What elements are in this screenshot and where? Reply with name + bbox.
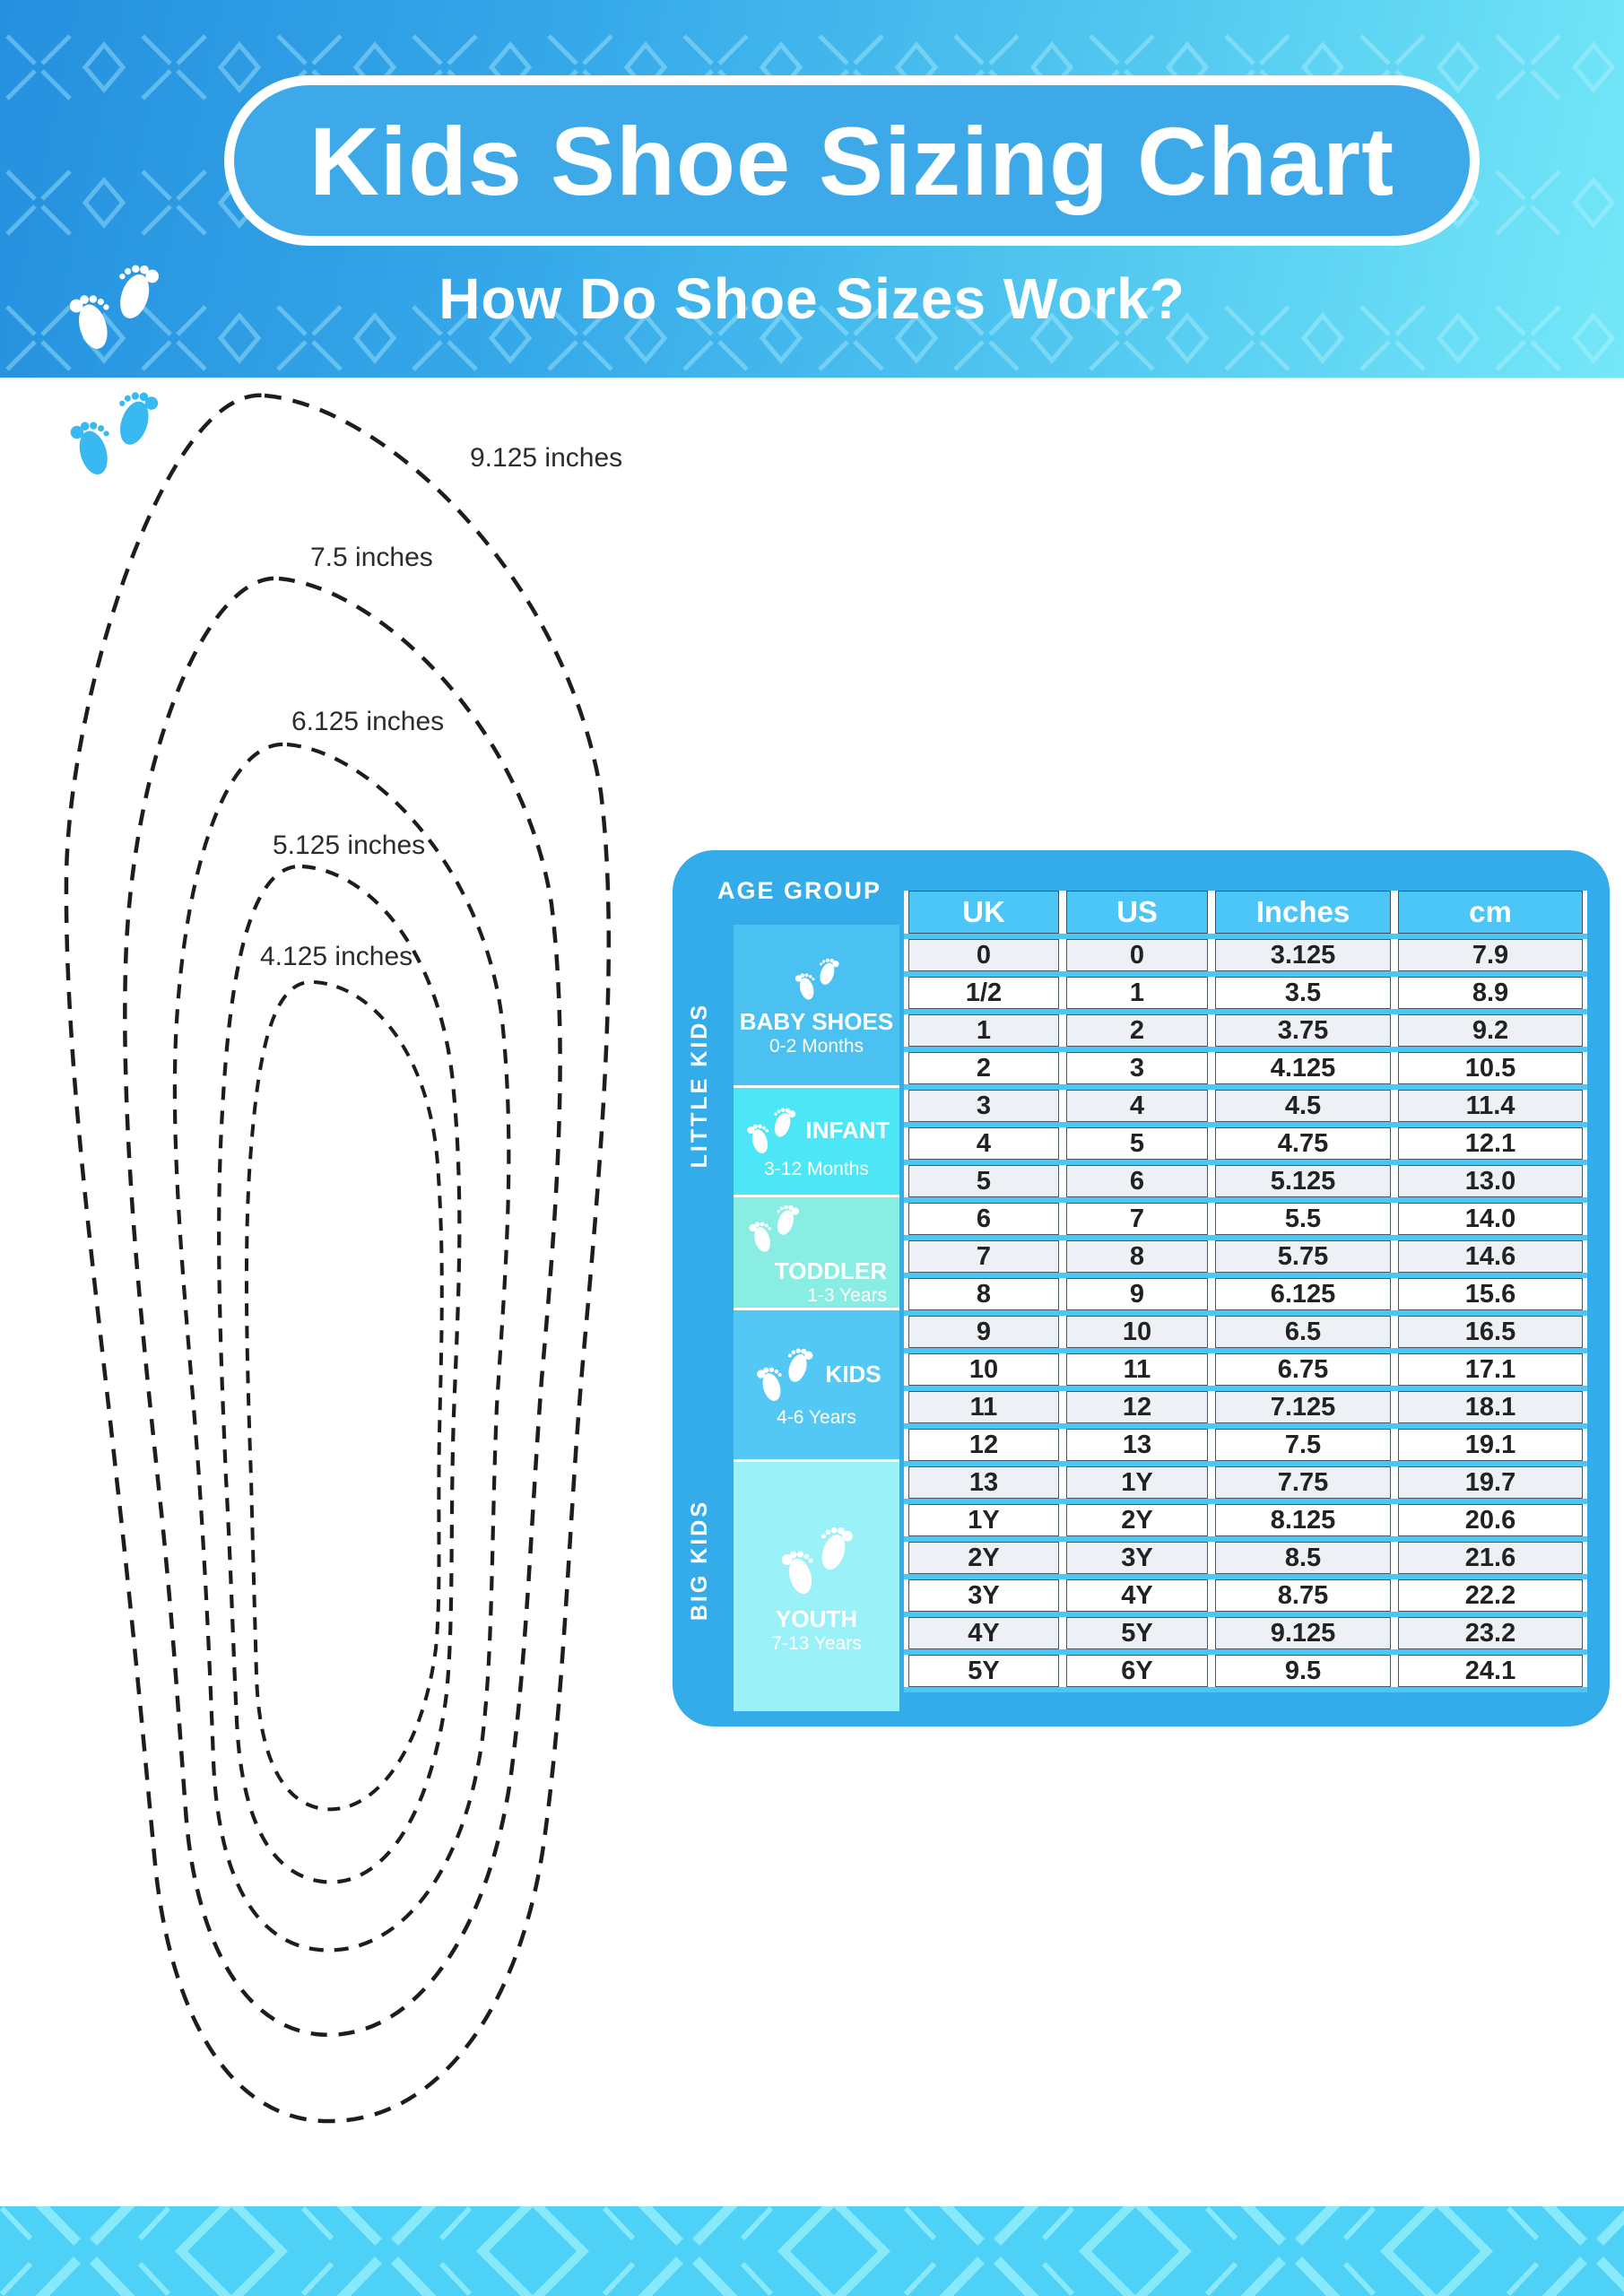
cell-cm: 8.9	[1398, 977, 1583, 1009]
cell-inches: 7.125	[1215, 1391, 1391, 1423]
cell-inches: 3.5	[1215, 977, 1391, 1009]
table-row	[904, 977, 1587, 1009]
cell-us: 8	[1066, 1240, 1208, 1273]
cell-uk: 10	[908, 1353, 1059, 1386]
measurement-label: 9.125 inches	[470, 443, 623, 473]
table-row	[904, 1617, 1587, 1649]
cell-uk: 13	[908, 1466, 1059, 1499]
cell-cm: 17.1	[1398, 1353, 1583, 1386]
footprints-icon	[744, 1198, 803, 1257]
diamond-pattern-strip	[0, 2206, 1624, 2296]
cell-cm: 13.0	[1398, 1165, 1583, 1197]
footprints-icon	[743, 1101, 799, 1159]
age-group-range: 0-2 Months	[769, 1035, 864, 1057]
cell-inches: 9.5	[1215, 1655, 1391, 1687]
cell-inches: 5.75	[1215, 1240, 1391, 1273]
cell-cm: 9.2	[1398, 1014, 1583, 1047]
cell-cm: 19.1	[1398, 1429, 1583, 1461]
age-group-range: 1-3 Years	[807, 1285, 887, 1306]
cell-inches: 6.125	[1215, 1278, 1391, 1310]
cell-cm: 18.1	[1398, 1391, 1583, 1423]
table-row	[904, 1466, 1587, 1499]
cell-inches: 8.125	[1215, 1504, 1391, 1536]
cell-inches: 4.75	[1215, 1127, 1391, 1160]
cell-us: 5	[1066, 1127, 1208, 1160]
cell-uk: 8	[908, 1278, 1059, 1310]
cell-us: 2	[1066, 1014, 1208, 1047]
cell-inches: 9.125	[1215, 1617, 1391, 1649]
measurement-label: 6.125 inches	[291, 707, 445, 736]
cell-uk: 6	[908, 1203, 1059, 1235]
size-table-panel	[673, 850, 1610, 1726]
footprints-icon	[751, 1341, 818, 1407]
cell-uk: 1	[908, 1014, 1059, 1047]
foot-outlines	[0, 375, 708, 2206]
cell-us: 9	[1066, 1278, 1208, 1310]
cell-us: 2Y	[1066, 1504, 1208, 1536]
foot-size-diagram	[0, 375, 708, 2206]
cell-cm: 22.2	[1398, 1579, 1583, 1612]
age-group-baby-shoes	[734, 925, 899, 1085]
cell-uk: 12	[908, 1429, 1059, 1461]
table-row	[904, 1165, 1587, 1197]
cell-cm: 20.6	[1398, 1504, 1583, 1536]
side-label-little-kids: LITTLE KIDS	[687, 1003, 712, 1169]
column-header-us: US	[1066, 891, 1208, 934]
cell-us: 0	[1066, 939, 1208, 971]
cell-uk: 4Y	[908, 1617, 1059, 1649]
cell-us: 7	[1066, 1203, 1208, 1235]
cell-cm: 19.7	[1398, 1466, 1583, 1499]
cell-cm: 21.6	[1398, 1542, 1583, 1574]
cell-cm: 14.6	[1398, 1240, 1583, 1273]
cell-cm: 23.2	[1398, 1617, 1583, 1649]
cell-us: 6	[1066, 1165, 1208, 1197]
cell-inches: 8.5	[1215, 1542, 1391, 1574]
cell-us: 11	[1066, 1353, 1208, 1386]
cell-cm: 11.4	[1398, 1090, 1583, 1122]
cell-inches: 3.125	[1215, 939, 1391, 971]
measurement-label: 4.125 inches	[260, 942, 413, 971]
measurement-label: 7.5 inches	[310, 543, 433, 572]
table-row	[904, 1542, 1587, 1574]
cell-inches: 5.5	[1215, 1203, 1391, 1235]
age-group-range: 7-13 Years	[771, 1633, 862, 1655]
page-subtitle: How Do Shoe Sizes Work?	[439, 266, 1185, 331]
cell-cm: 14.0	[1398, 1203, 1583, 1235]
cell-us: 6Y	[1066, 1655, 1208, 1687]
cell-inches: 5.125	[1215, 1165, 1391, 1197]
cell-inches: 7.5	[1215, 1429, 1391, 1461]
table-row	[904, 1655, 1587, 1687]
cell-cm: 12.1	[1398, 1127, 1583, 1160]
cell-us: 4	[1066, 1090, 1208, 1122]
table-row	[904, 1014, 1587, 1047]
cell-inches: 7.75	[1215, 1466, 1391, 1499]
cell-cm: 7.9	[1398, 939, 1583, 971]
cell-us: 12	[1066, 1391, 1208, 1423]
cell-uk: 1/2	[908, 977, 1059, 1009]
cell-inches: 6.75	[1215, 1353, 1391, 1386]
cell-inches: 4.125	[1215, 1052, 1391, 1084]
cell-uk: 3Y	[908, 1579, 1059, 1612]
side-label-big-kids: BIG KIDS	[687, 1500, 712, 1622]
page-title: Kids Shoe Sizing Chart	[308, 106, 1395, 215]
cell-us: 1Y	[1066, 1466, 1208, 1499]
age-group-column	[734, 925, 899, 1711]
cell-uk: 2Y	[908, 1542, 1059, 1574]
footprints-icon	[776, 1518, 858, 1602]
cell-us: 5Y	[1066, 1617, 1208, 1649]
footprints-icon	[792, 952, 842, 1004]
cell-us: 1	[1066, 977, 1208, 1009]
age-group-name: INFANT	[805, 1116, 890, 1144]
column-header-inches: Inches	[1215, 891, 1391, 934]
age-group-kids	[734, 1310, 899, 1459]
table-header-row	[904, 891, 1587, 934]
cell-inches: 3.75	[1215, 1014, 1391, 1047]
cell-uk: 4	[908, 1127, 1059, 1160]
table-row	[904, 1203, 1587, 1235]
age-group-range: 3-12 Months	[764, 1159, 869, 1180]
table-row	[904, 1429, 1587, 1461]
table-row	[904, 1391, 1587, 1423]
table-row	[904, 1127, 1587, 1160]
table-row	[904, 1240, 1587, 1273]
cell-cm: 10.5	[1398, 1052, 1583, 1084]
icon-name-row	[751, 1341, 881, 1407]
table-row	[904, 1316, 1587, 1348]
age-group-heading: AGE GROUP	[717, 877, 882, 904]
cell-inches: 8.75	[1215, 1579, 1391, 1612]
table-row	[904, 1052, 1587, 1084]
measurement-label: 5.125 inches	[273, 831, 426, 860]
age-group-youth	[734, 1462, 899, 1711]
footer-pattern-strip	[0, 2206, 1624, 2296]
cell-uk: 1Y	[908, 1504, 1059, 1536]
cell-us: 4Y	[1066, 1579, 1208, 1612]
cell-uk: 0	[908, 939, 1059, 971]
footprints-icon	[57, 253, 170, 359]
title-box	[224, 75, 1480, 246]
cell-uk: 7	[908, 1240, 1059, 1273]
age-group-toddler	[734, 1197, 899, 1308]
cell-us: 13	[1066, 1429, 1208, 1461]
table-row	[904, 939, 1587, 971]
cell-us: 3Y	[1066, 1542, 1208, 1574]
cell-uk: 3	[908, 1090, 1059, 1122]
age-group-infant	[734, 1088, 899, 1195]
cell-uk: 9	[908, 1316, 1059, 1348]
cell-us: 3	[1066, 1052, 1208, 1084]
column-header-cm: cm	[1398, 891, 1583, 934]
age-group-name: TODDLER	[774, 1257, 887, 1284]
icon-name-row	[743, 1101, 890, 1159]
cell-uk: 5	[908, 1165, 1059, 1197]
age-group-range: 4-6 Years	[777, 1407, 856, 1428]
age-group-name: BABY SHOES	[739, 1007, 894, 1035]
cell-inches: 6.5	[1215, 1316, 1391, 1348]
cell-us: 10	[1066, 1316, 1208, 1348]
cell-cm: 24.1	[1398, 1655, 1583, 1687]
cell-cm: 15.6	[1398, 1278, 1583, 1310]
cell-uk: 2	[908, 1052, 1059, 1084]
table-row	[904, 1579, 1587, 1612]
age-group-name: KIDS	[825, 1360, 881, 1387]
table-row	[904, 1090, 1587, 1122]
cell-cm: 16.5	[1398, 1316, 1583, 1348]
size-table	[904, 891, 1587, 1692]
cell-uk: 11	[908, 1391, 1059, 1423]
header-banner	[0, 0, 1624, 378]
age-group-name: YOUTH	[776, 1605, 857, 1633]
cell-inches: 4.5	[1215, 1090, 1391, 1122]
column-header-uk: UK	[908, 891, 1059, 934]
footprints-icon	[59, 380, 169, 484]
table-row	[904, 1504, 1587, 1536]
table-row	[904, 1353, 1587, 1386]
table-row	[904, 1278, 1587, 1310]
cell-uk: 5Y	[908, 1655, 1059, 1687]
